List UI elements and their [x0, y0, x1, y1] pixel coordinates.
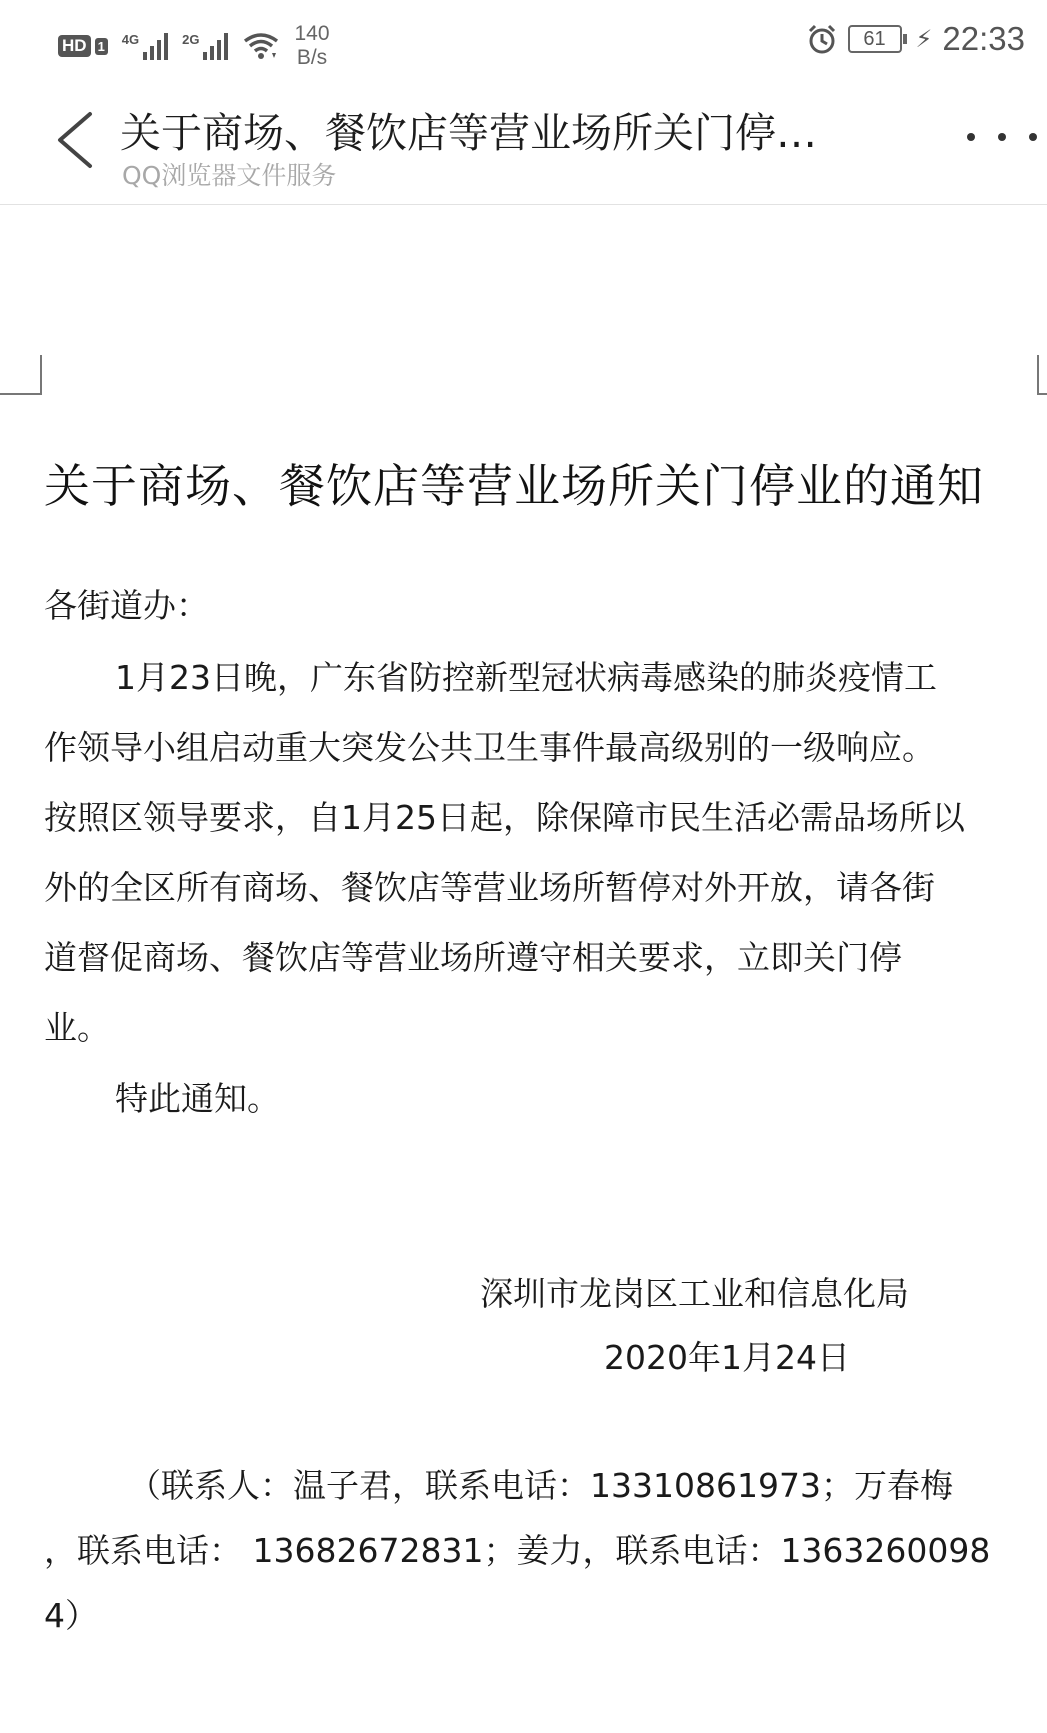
network-speed-unit: B/s [296, 46, 328, 69]
contact-line: 4） [44, 1596, 98, 1635]
body-line: 业。 [44, 1008, 110, 1047]
page-title: 关于商场、餐饮店等营业场所关门停… [120, 109, 817, 157]
signal-2g-label: 2G [182, 32, 200, 47]
status-left [58, 22, 330, 70]
body-line: 作领导小组启动重大突发公共卫生事件最高级别的一级响应。 [44, 728, 935, 767]
signal-2g-icon [182, 32, 228, 60]
issue-date: 2020年1月24日 [604, 1338, 850, 1377]
battery-icon: 61 [848, 25, 902, 53]
hd-sim-indicator: 1 [95, 38, 108, 55]
network-speed-value: 140 [294, 22, 330, 45]
wifi-icon [242, 31, 280, 61]
status-right [806, 20, 1025, 58]
app-header [0, 86, 1047, 205]
closing-line: 特此通知。 [115, 1079, 280, 1118]
document-title: 关于商场、餐饮店等营业场所关门停业的通知 [44, 459, 984, 513]
hd-voice-icon: HD [58, 35, 91, 57]
contact-line: ，联系电话： 13682672831；姜力，联系电话：1363260098 [44, 1531, 991, 1570]
body-line: 按照区领导要求，自1月25日起，除保障市民生活必需品场所以 [44, 798, 965, 837]
page-subtitle: QQ浏览器文件服务 [122, 161, 337, 190]
page-corner-mark-left [0, 355, 42, 395]
signal-4g-icon [122, 32, 168, 60]
clock: 22:33 [942, 20, 1025, 57]
contact-line: （联系人：温子君，联系电话：13310861973；万春梅 [128, 1466, 953, 1505]
body-line: 道督促商场、餐饮店等营业场所遵守相关要求，立即关门停 [44, 938, 902, 977]
charging-icon: ⚡ [915, 25, 933, 53]
body-line: 外的全区所有商场、餐饮店等营业场所暂停对外开放，请各街 [44, 868, 935, 907]
signal-4g-label: 4G [121, 32, 140, 47]
body-line: 1月23日晚，广东省防控新型冠状病毒感染的肺炎疫情工 [115, 658, 937, 697]
issuer-name: 深圳市龙岗区工业和信息化局 [480, 1274, 909, 1313]
alarm-icon [806, 23, 838, 55]
more-options-icon[interactable] [967, 122, 1037, 152]
salutation: 各街道办： [44, 586, 209, 625]
network-speed [294, 22, 329, 70]
status-bar [0, 0, 1047, 86]
page-corner-mark-right [1037, 355, 1047, 395]
back-arrow-icon[interactable] [50, 108, 98, 172]
